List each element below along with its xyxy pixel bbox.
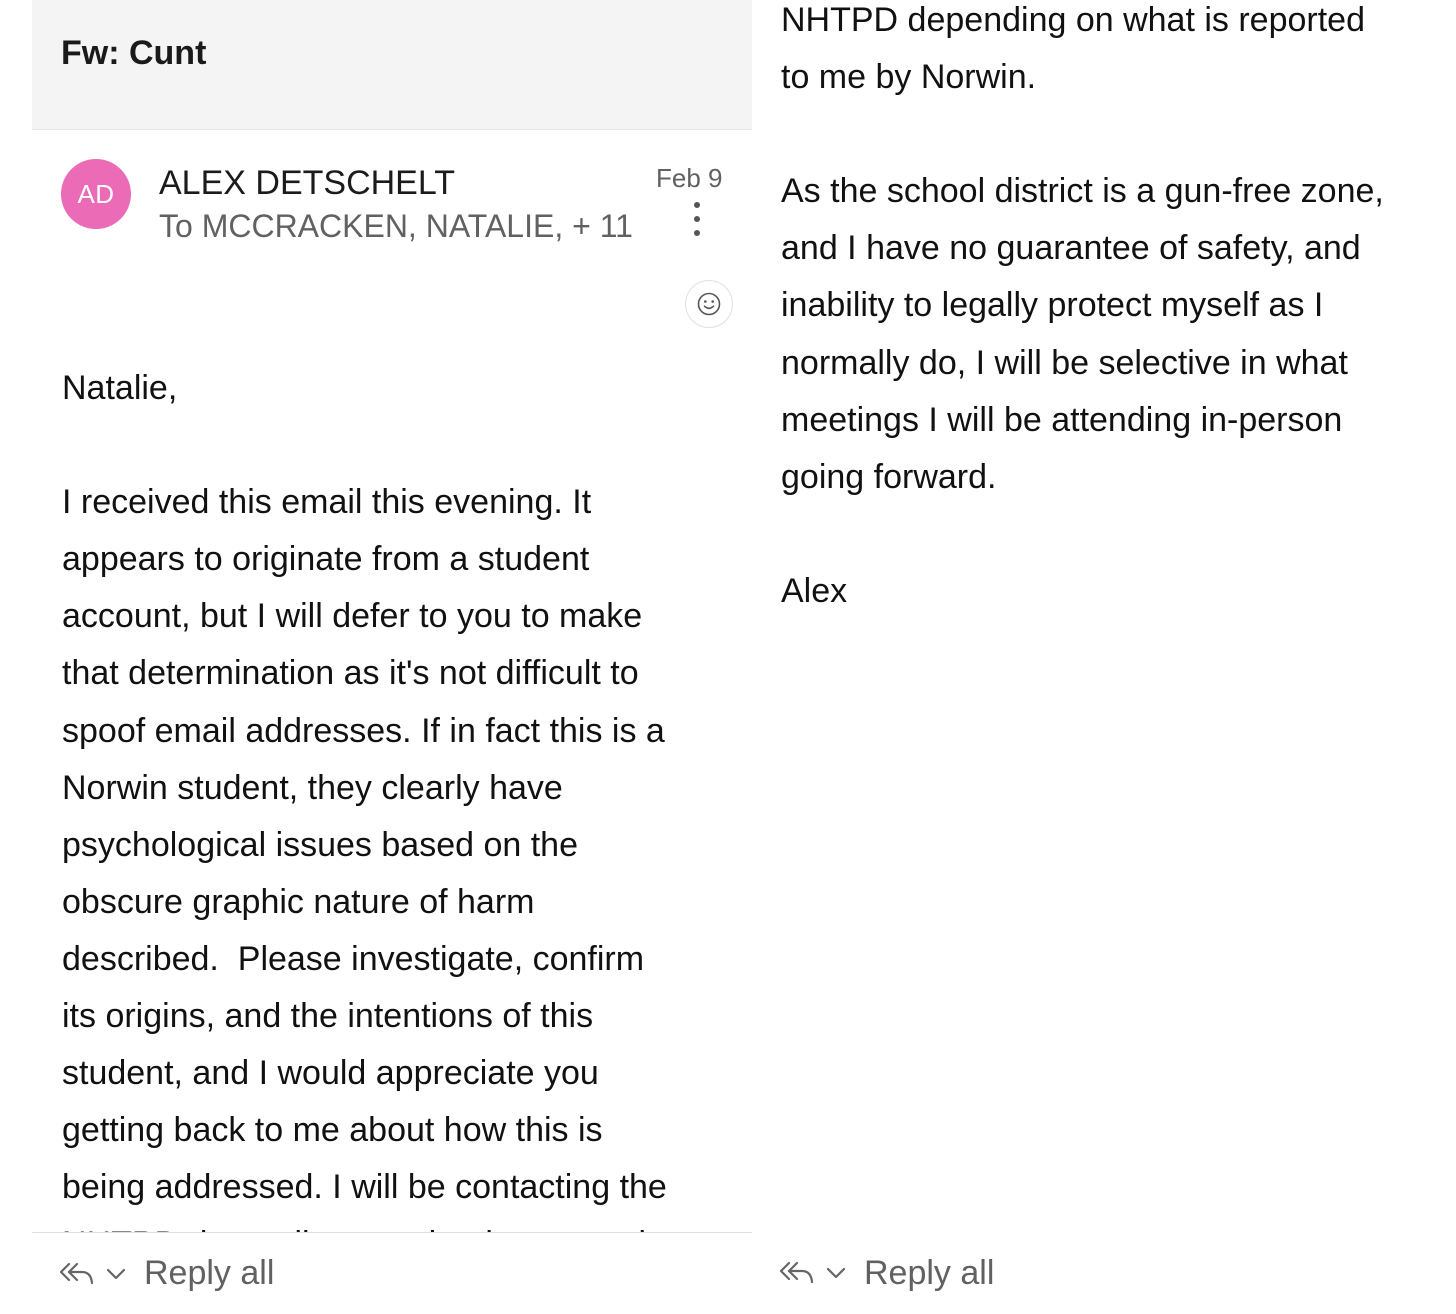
body-line: getting back to me about how this is [62, 1111, 603, 1150]
body-line: that determination as it's not difficult to [62, 654, 639, 693]
reply-all-icon[interactable] [58, 1259, 96, 1289]
body-line: to me by Norwin. [781, 58, 1037, 97]
subject-bar [32, 0, 752, 130]
body-line: Norwin student, they clearly have [62, 768, 563, 807]
avatar-initials: AD [77, 178, 115, 209]
reply-all-icon[interactable] [778, 1258, 816, 1288]
body-line: spoof email addresses. If in fact this is a [62, 711, 665, 750]
body-line [781, 506, 1451, 563]
sender-avatar[interactable] [61, 159, 131, 229]
more-options-icon[interactable] [689, 202, 705, 236]
reply-all-button[interactable]: Reply all [864, 1253, 995, 1292]
body-line: meetings I will be attending in-person [781, 400, 1343, 439]
recipients-line[interactable]: To MCCRACKEN, NATALIE, + 11 [159, 208, 633, 244]
reply-toolbar [32, 1232, 752, 1314]
body-line [781, 106, 1451, 163]
body-line: its origins, and the intentions of this [62, 997, 594, 1036]
body-line: normally do, I will be selective in what [781, 343, 1348, 382]
body-line: Natalie, [62, 369, 178, 407]
body-line: I received this email this evening. It [62, 483, 592, 522]
email-subject: Fw: Cunt [61, 34, 207, 72]
email-date: Feb 9 [656, 163, 723, 193]
email-panel-right [752, 0, 1456, 1314]
email-panel-left [32, 0, 752, 1314]
body-line: student, and I would appreciate you [62, 1054, 599, 1093]
email-body [62, 360, 742, 1230]
body-line: account, but I will defer to you to make [62, 597, 643, 636]
body-line: described. Please investigate, confirm [62, 939, 645, 978]
email-body-continued [781, 0, 1451, 620]
body-line: inability to legally protect myself as I [781, 286, 1324, 325]
chevron-down-icon[interactable] [104, 1265, 128, 1283]
body-line: and I have no guarantee of safety, and [781, 229, 1361, 268]
body-line: appears to originate from a student [62, 540, 590, 579]
body-line: psychological issues based on the [62, 825, 578, 864]
body-line [62, 417, 742, 474]
body-line: being addressed. I will be contacting the [62, 1168, 667, 1207]
signature: Alex [781, 571, 848, 610]
reply-toolbar [752, 1232, 1456, 1314]
chevron-down-icon[interactable] [824, 1264, 848, 1282]
body-line: going forward. [781, 457, 997, 496]
body-line: obscure graphic nature of harm [62, 882, 535, 921]
body-line: As the school district is a gun-free zone, [781, 172, 1384, 211]
body-line: NHTPD depending on what is reported [781, 1, 1365, 39]
smiley-icon [696, 291, 722, 317]
reply-all-button[interactable]: Reply all [144, 1254, 275, 1292]
add-reaction-button[interactable] [685, 280, 733, 328]
sender-name[interactable]: ALEX DETSCHELT [159, 164, 456, 202]
